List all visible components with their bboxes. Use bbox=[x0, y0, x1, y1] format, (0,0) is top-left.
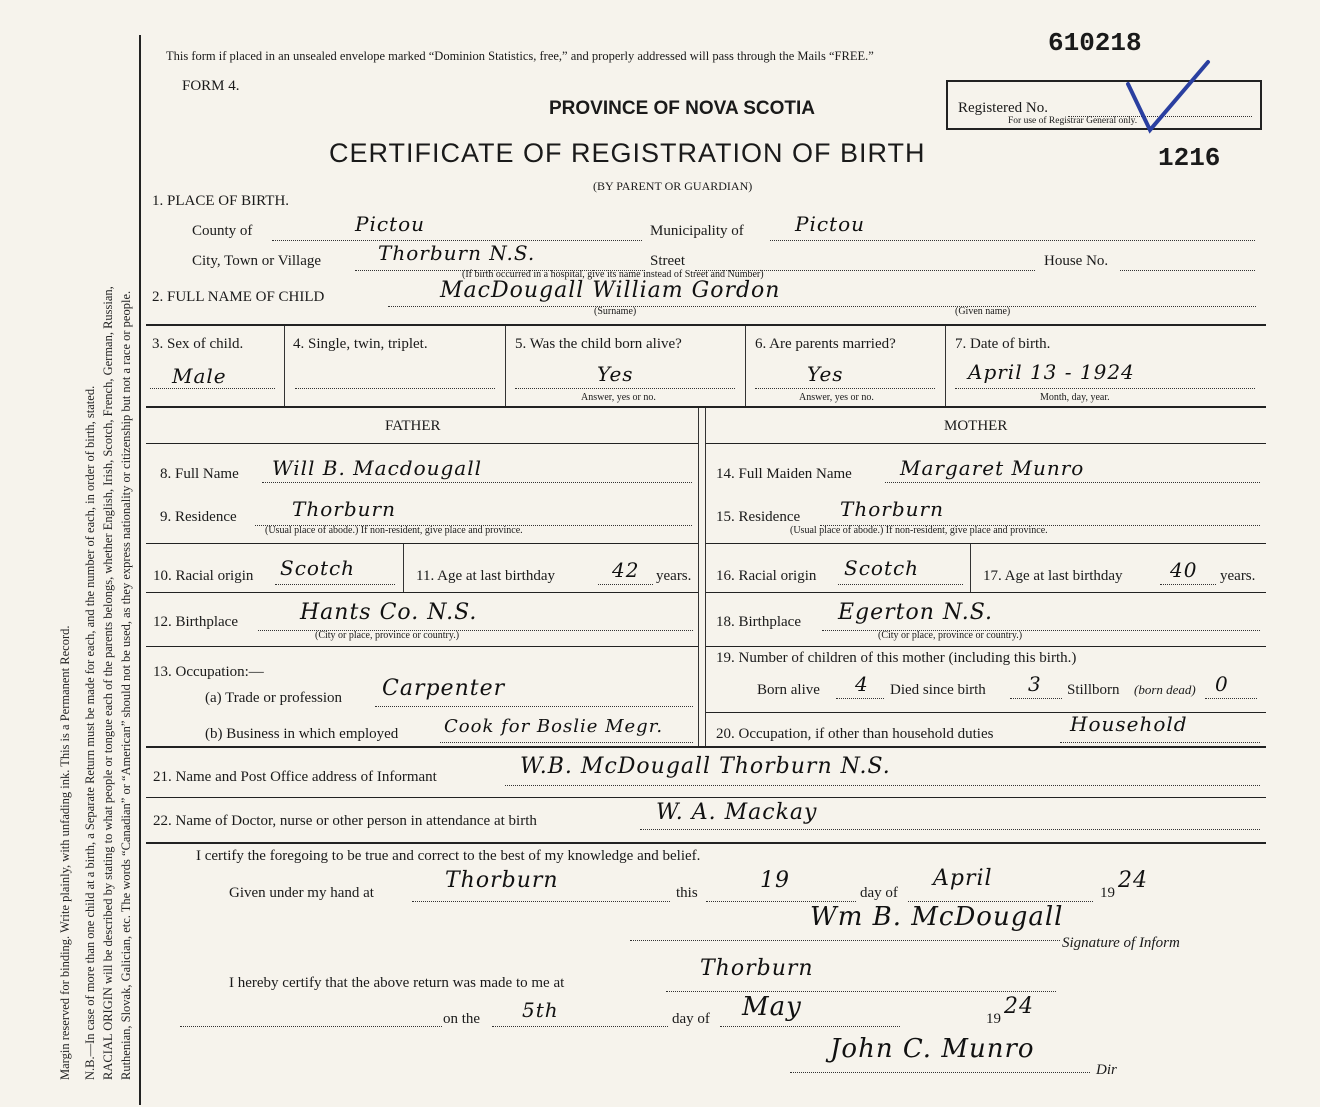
parents-married-label: 6. Are parents married? bbox=[755, 336, 896, 352]
city-label: City, Town or Village bbox=[192, 253, 322, 269]
informant-value: W.B. McDougall Thorburn N.S. bbox=[520, 754, 891, 779]
mail-notice: This form if placed in an unsealed envelope marked “Dominion Statistics, free,” and properly addressed will pass through the Mails “FREE.” bbox=[166, 49, 874, 63]
mother-birthplace-value: Egerton N.S. bbox=[838, 600, 994, 625]
sex-label: 3. Sex of child. bbox=[152, 336, 244, 352]
serial-number: 610218 bbox=[1048, 28, 1142, 58]
mother-abode-note: (Usual place of abode.) If non-resident, give place and province. bbox=[790, 525, 1048, 536]
municipality-value: Pictou bbox=[795, 212, 866, 236]
father-years-label: years. bbox=[656, 568, 692, 584]
margin-rule bbox=[139, 35, 141, 1105]
informant-signature: Wm B. McDougall bbox=[810, 902, 1064, 932]
mother-residence-value: Thorburn bbox=[840, 497, 944, 521]
father-name-label: 8. Full Name bbox=[160, 466, 239, 482]
father-birthplace-label: 12. Birthplace bbox=[153, 614, 238, 630]
business-label: (b) Business in which employed bbox=[205, 726, 399, 742]
mother-race-value: Scotch bbox=[844, 556, 920, 580]
child-name-value: MacDougall William Gordon bbox=[440, 278, 781, 303]
registrar-statement: I hereby certify that the above return was made to me at bbox=[229, 975, 565, 991]
hospital-note: (If birth occurred in a hospital, give its name instead of Street and Number) bbox=[462, 269, 764, 280]
registrar-note: For use of Registrar General only. bbox=[1008, 116, 1138, 126]
street-label: Street bbox=[650, 253, 685, 269]
margin-note-binding: Margin reserved for binding. Write plainly, with unfading ink. This is a Permanent Record. bbox=[58, 625, 72, 1080]
given-day-of-label: day of bbox=[860, 885, 898, 901]
registered-label: Registered No. bbox=[958, 100, 1048, 116]
certification-statement: I certify the foregoing to be true and correct to the best of my knowledge and belief. bbox=[196, 848, 701, 864]
house-number-label: House No. bbox=[1044, 253, 1109, 269]
father-race-value: Scotch bbox=[280, 556, 356, 580]
father-occupation-label: 13. Occupation:— bbox=[153, 664, 264, 680]
father-age-label: 11. Age at last birthday bbox=[416, 568, 555, 584]
given-place-value: Thorburn bbox=[445, 868, 559, 893]
surname-note: (Surname) bbox=[594, 306, 637, 317]
registrar-signature: John C. Munro bbox=[830, 1034, 1035, 1064]
province-heading: PROVINCE OF NOVA SCOTIA bbox=[549, 98, 816, 119]
registrar-year-prefix: 19 bbox=[986, 1011, 1001, 1027]
business-value: Cook for Boslie Megr. bbox=[444, 716, 664, 737]
mother-occupation-value: Household bbox=[1070, 712, 1188, 736]
attendant-label: 22. Name of Doctor, nurse or other person in attendance at birth bbox=[153, 813, 537, 829]
parents-married-value: Yes bbox=[807, 362, 844, 386]
given-at-label: Given under my hand at bbox=[229, 885, 374, 901]
city-value: Thorburn N.S. bbox=[378, 241, 536, 265]
mother-name-value: Margaret Munro bbox=[900, 456, 1085, 480]
father-birthplace-value: Hants Co. N.S. bbox=[300, 600, 478, 625]
born-alive-label: 5. Was the child born alive? bbox=[515, 336, 682, 352]
trade-value: Carpenter bbox=[382, 676, 506, 701]
informant-label: 21. Name and Post Office address of Informant bbox=[153, 769, 437, 785]
county-label: County of bbox=[192, 223, 253, 239]
stillborn-label: Stillborn bbox=[1067, 682, 1120, 698]
father-age-value: 42 bbox=[612, 558, 640, 582]
mother-residence-label: 15. Residence bbox=[716, 509, 801, 525]
attendant-value: W. A. Mackay bbox=[656, 800, 818, 825]
mother-birthplace-label: 18. Birthplace bbox=[716, 614, 801, 630]
stamp-number: 1216 bbox=[1158, 143, 1221, 173]
died-label: Died since birth bbox=[890, 682, 986, 698]
born-alive-count-value: 4 bbox=[855, 672, 869, 696]
given-name-note: (Given name) bbox=[955, 306, 1011, 317]
mother-age-label: 17. Age at last birthday bbox=[983, 568, 1123, 584]
informant-signature-label: Signature of Inform bbox=[1062, 935, 1180, 951]
margin-note-multiple-births: N.B.—In case of more than one child at a birth, a Separate Return must be made for each, and the number of each, in order of birth, stated. bbox=[83, 385, 97, 1080]
born-alive-value: Yes bbox=[597, 362, 634, 386]
mother-birthplace-note: (City or place, province or country.) bbox=[878, 630, 1023, 641]
born-alive-count-label: Born alive bbox=[757, 682, 820, 698]
given-month-value: April bbox=[933, 866, 993, 891]
trade-label: (a) Trade or profession bbox=[205, 690, 343, 706]
binding-margin bbox=[6, 40, 136, 1100]
father-residence-value: Thorburn bbox=[292, 497, 396, 521]
registrar-month-value: May bbox=[742, 992, 802, 1022]
born-alive-note: Answer, yes or no. bbox=[581, 392, 656, 403]
form-number: FORM 4. bbox=[182, 78, 240, 94]
given-year-prefix: 19 bbox=[1100, 885, 1115, 901]
on-the-label: on the bbox=[443, 1011, 481, 1027]
stillborn-note: (born dead) bbox=[1134, 682, 1196, 697]
registrar-day-of-label: day of bbox=[672, 1011, 710, 1027]
given-day-value: 19 bbox=[760, 868, 790, 893]
died-value: 3 bbox=[1028, 672, 1042, 696]
county-value: Pictou bbox=[355, 212, 426, 236]
municipality-label: Municipality of bbox=[650, 223, 744, 239]
page-subtitle: (BY PARENT OR GUARDIAN) bbox=[593, 179, 753, 193]
children-count-label: 19. Number of children of this mother (including this birth.) bbox=[716, 650, 1077, 666]
father-name-value: Will B. Macdougall bbox=[272, 456, 483, 480]
stillborn-value: 0 bbox=[1215, 672, 1229, 696]
margin-note-nationality: Ruthenian, Slovak, Galician, etc. The words “Canadian” or “American” should not be used, as they express nationality or citizenship but not a race or people. bbox=[119, 290, 133, 1080]
checkmark-icon bbox=[1120, 58, 1215, 138]
date-of-birth-label: 7. Date of birth. bbox=[955, 336, 1051, 352]
father-race-label: 10. Racial origin bbox=[153, 568, 254, 584]
mother-name-label: 14. Full Maiden Name bbox=[716, 466, 852, 482]
date-of-birth-note: Month, day, year. bbox=[1040, 392, 1110, 403]
registrar-place-value: Thorburn bbox=[700, 956, 814, 981]
registrar-suffix: Dir bbox=[1096, 1062, 1117, 1078]
child-name-label: 2. FULL NAME OF CHILD bbox=[152, 289, 325, 305]
father-abode-note: (Usual place of abode.) If non-resident, give place and province. bbox=[265, 525, 523, 536]
mother-heading: MOTHER bbox=[944, 418, 1008, 434]
sex-value: Male bbox=[172, 364, 227, 388]
registrar-year-value: 24 bbox=[1004, 994, 1034, 1019]
mother-race-label: 16. Racial origin bbox=[716, 568, 817, 584]
plurality-label: 4. Single, twin, triplet. bbox=[293, 336, 428, 352]
father-birthplace-note: (City or place, province or country.) bbox=[315, 630, 460, 641]
place-of-birth-label: 1. PLACE OF BIRTH. bbox=[152, 193, 290, 209]
father-residence-label: 9. Residence bbox=[160, 509, 237, 525]
mother-occupation-label: 20. Occupation, if other than household duties bbox=[716, 726, 994, 742]
given-year-value: 24 bbox=[1118, 868, 1148, 893]
father-heading: FATHER bbox=[385, 418, 441, 434]
registrar-day-value: 5th bbox=[522, 998, 559, 1022]
this-label: this bbox=[676, 885, 698, 901]
mother-age-value: 40 bbox=[1170, 558, 1198, 582]
mother-years-label: years. bbox=[1220, 568, 1256, 584]
parents-married-note: Answer, yes or no. bbox=[799, 392, 874, 403]
margin-note-racial-origin: RACIAL ORIGIN will be described by stating to what people or tongue each of the parents belongs, whether English, Irish, Scotch, French, German, Russian, bbox=[101, 286, 115, 1080]
page-title: CERTIFICATE OF REGISTRATION OF BIRTH bbox=[329, 138, 926, 168]
date-of-birth-value: April 13 - 1924 bbox=[968, 360, 1135, 384]
